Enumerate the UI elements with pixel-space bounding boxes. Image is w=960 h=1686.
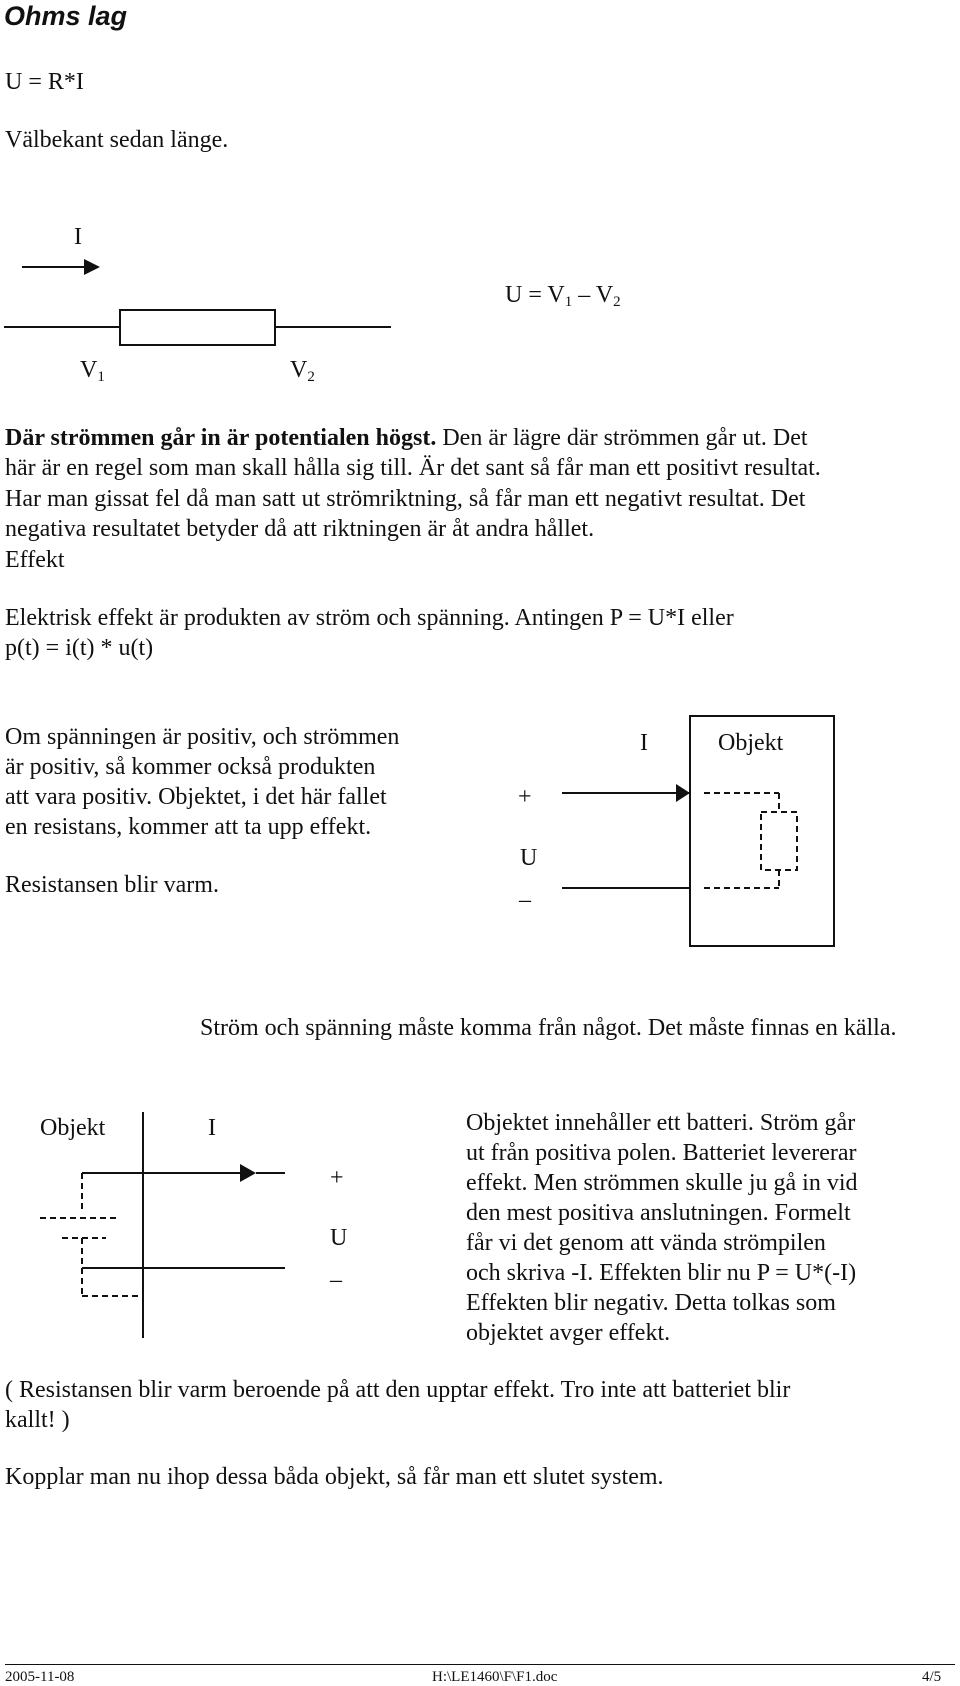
para5-line1: Objektet innehåller ett batteri. Ström går <box>466 1110 856 1136</box>
para5-line6: och skriva -I. Effekten blir nu P = U*(-I) <box>466 1260 857 1286</box>
current-arrow-head <box>84 259 100 275</box>
para6-line2: kallt! ) <box>5 1407 70 1433</box>
para6-line1: ( Resistansen blir varm beroende på att den upptar effekt. Tro inte att batteriet blir <box>5 1377 791 1403</box>
para5-line4: den mest positiva anslutningen. Formelt <box>466 1200 851 1226</box>
para1-line2: här är en regel som man skall hålla sig till. Är det sant så får man ett positivt resultat. <box>5 455 821 481</box>
v2-label: $V_2$ <box>290 357 315 385</box>
plus-label-2: + <box>518 784 532 810</box>
footer-page: 4/5 <box>922 1669 942 1685</box>
effekt-heading: Effekt <box>5 547 65 573</box>
dashed-circuit <box>704 793 797 888</box>
current-arrow-head-3 <box>240 1164 256 1182</box>
para1-line4: negativa resultatet betyder då att riktningen är åt andra hållet. <box>5 516 595 542</box>
object-label-2: Objekt <box>718 730 784 756</box>
current-arrow-head-2 <box>676 784 690 802</box>
para7: Kopplar man nu ihop dessa båda objekt, så får man ett slutet system. <box>5 1464 664 1490</box>
voltage-equation: $U = V_1 - V_2$ <box>505 282 621 310</box>
resistor-symbol <box>120 310 275 345</box>
ohms-law-formula: U = R*I <box>5 69 84 95</box>
para5-line7: Effekten blir negativ. Detta tolkas som <box>466 1290 836 1316</box>
para4: Ström och spänning måste komma från något. Det måste finnas en källa. <box>200 1015 897 1041</box>
para5-line5: får vi det genom att vända strömpilen <box>466 1230 826 1256</box>
current-label-1: I <box>74 224 82 250</box>
object-label-3: Objekt <box>40 1115 106 1141</box>
para5-line8: objektet avger effekt. <box>466 1320 671 1346</box>
resistor-object-diagram <box>562 716 834 946</box>
para3-line1: Om spänningen är positiv, och strömmen <box>5 724 400 750</box>
para3-line3: att vara positiv. Objektet, i det här fallet <box>5 784 387 810</box>
plus-label-3: + <box>330 1165 344 1191</box>
footer-path: H:\LE1460\F\F1.doc <box>432 1669 558 1685</box>
page-title: Ohms lag <box>4 1 128 31</box>
minus-label-3: – <box>330 1267 342 1293</box>
footer-date: 2005-11-08 <box>5 1669 75 1685</box>
para2-line1: Elektrisk effekt är produkten av ström och spänning. Antingen P = U*I eller <box>5 605 734 631</box>
para5-line3: effekt. Men strömmen skulle ju gå in vid <box>466 1170 858 1196</box>
intro-text: Välbekant sedan länge. <box>5 127 229 153</box>
v1-label: $V_1$ <box>80 357 105 385</box>
battery-object-diagram <box>40 1112 285 1338</box>
voltage-label-3: U <box>330 1225 348 1251</box>
para3-line4: en resistans, kommer att ta upp effekt. <box>5 814 372 840</box>
para2-line2: p(t) = i(t) * u(t) <box>5 635 154 661</box>
resistor-diagram <box>4 259 391 345</box>
current-label-2: I <box>640 730 648 756</box>
voltage-label-2: U <box>520 845 538 871</box>
para3-line5: Resistansen blir varm. <box>5 872 219 898</box>
dashed-battery-circuit <box>40 1173 143 1296</box>
para1-line1: Där strömmen går in är potentialen högst. Den är lägre där strömmen går ut. Det <box>5 425 808 451</box>
para1-line3: Har man gissat fel då man satt ut strömriktning, så får man ett negativt resultat. Det <box>5 486 806 512</box>
minus-label-2: – <box>519 887 531 913</box>
para5-line2: ut från positiva polen. Batteriet levererar <box>466 1140 857 1166</box>
current-label-3: I <box>208 1115 216 1141</box>
para3-line2: är positiv, så kommer också produkten <box>5 754 376 780</box>
footer-rule <box>5 1664 955 1665</box>
